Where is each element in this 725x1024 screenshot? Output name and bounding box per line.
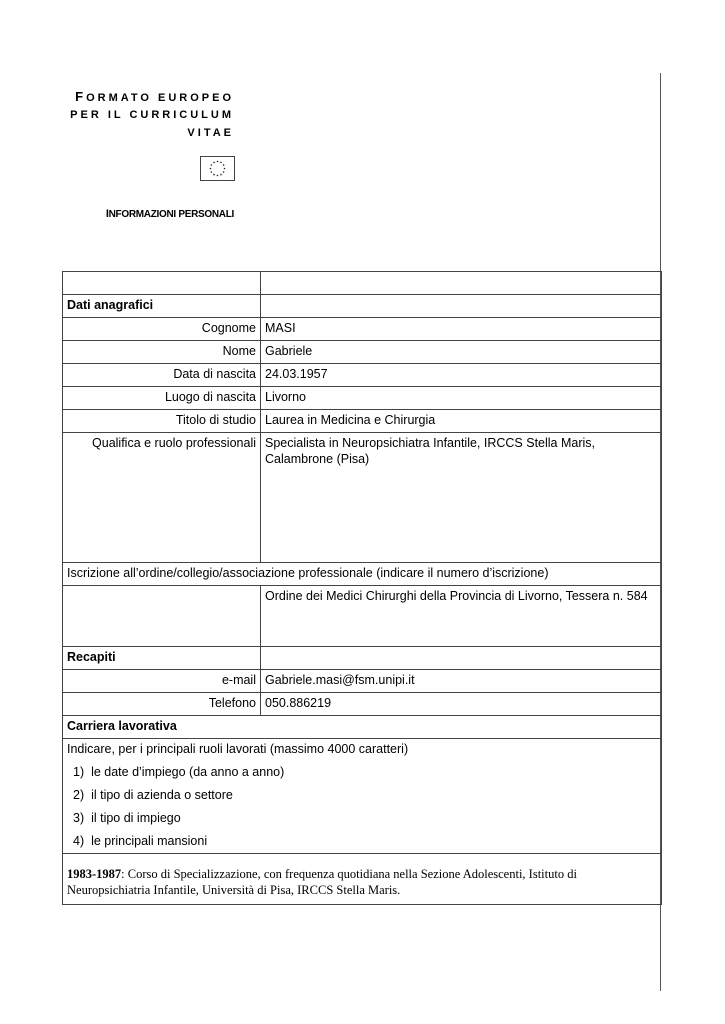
list-item: 3) il tipo di impiego — [73, 811, 181, 825]
value-titolo-studio: Laurea in Medicina e Chirurgia — [261, 410, 662, 433]
list-item: 2) il tipo di azienda o settore — [73, 788, 233, 802]
cv-title-line-3: VITAE — [187, 127, 234, 139]
value-cognome: MASI — [261, 318, 662, 341]
label-data-nascita: Data di nascita — [63, 364, 261, 387]
carriera-intro: Indicare, per i principali ruoli lavorati (massimo 4000 caratteri) — [67, 742, 409, 756]
value-telefono: 050.886219 — [261, 693, 662, 716]
label-luogo-nascita: Luogo di nascita — [63, 387, 261, 410]
eu-flag-logo — [200, 156, 235, 181]
carriera-list — [67, 761, 657, 853]
carriera-instructions — [63, 739, 662, 854]
label-titolo-studio: Titolo di studio — [63, 410, 261, 433]
value-luogo-nascita: Livorno — [261, 387, 662, 410]
value-email: Gabriele.masi@fsm.unipi.it — [261, 670, 662, 693]
cv-table — [62, 271, 662, 905]
career-entry-years: 1983-1987 — [67, 867, 122, 881]
recapiti-heading: Recapiti — [63, 647, 261, 670]
empty-cell — [261, 295, 662, 318]
carriera-heading: Carriera lavorativa — [63, 716, 662, 739]
iscrizione-heading: Iscrizione all’ordine/collegio/associazione professionale (indicare il numero d’iscrizione) — [63, 563, 662, 586]
empty-cell — [63, 272, 261, 295]
section-informazioni-personali: INFORMAZIONI PERSONALI — [105, 208, 234, 220]
cv-title-line-1: FORMATO EUROPEO — [75, 89, 234, 104]
label-telefono: Telefono — [63, 693, 261, 716]
career-entry-text: : Corso di Specializzazione, con frequenza quotidiana nella Sezione Adolescenti, Istituto di Neuropsichiatria Infantile, Università di Pisa, IRCCS Stella Maris. — [67, 867, 577, 897]
label-nome: Nome — [63, 341, 261, 364]
empty-cell — [261, 647, 662, 670]
cv-title-line-2: PER IL CURRICULUM — [70, 109, 234, 121]
list-item: 4) le principali mansioni — [73, 834, 208, 848]
label-cognome: Cognome — [63, 318, 261, 341]
label-email: e-mail — [63, 670, 261, 693]
iscrizione-value: Ordine dei Medici Chirurghi della Provincia di Livorno, Tessera n. 584 — [261, 586, 662, 647]
label-qualifica: Qualifica e ruolo professionali — [63, 433, 261, 563]
list-item: 1) le date d’impiego (da anno a anno) — [73, 765, 285, 779]
career-entry — [63, 854, 662, 905]
value-qualifica: Specialista in Neuropsichiatra Infantile, IRCCS Stella Maris, Calambrone (Pisa) — [261, 433, 662, 563]
value-nome: Gabriele — [261, 341, 662, 364]
value-data-nascita: 24.03.1957 — [261, 364, 662, 387]
empty-cell — [261, 272, 662, 295]
empty-cell — [63, 586, 261, 647]
anagrafica-heading: Dati anagrafici — [63, 295, 261, 318]
